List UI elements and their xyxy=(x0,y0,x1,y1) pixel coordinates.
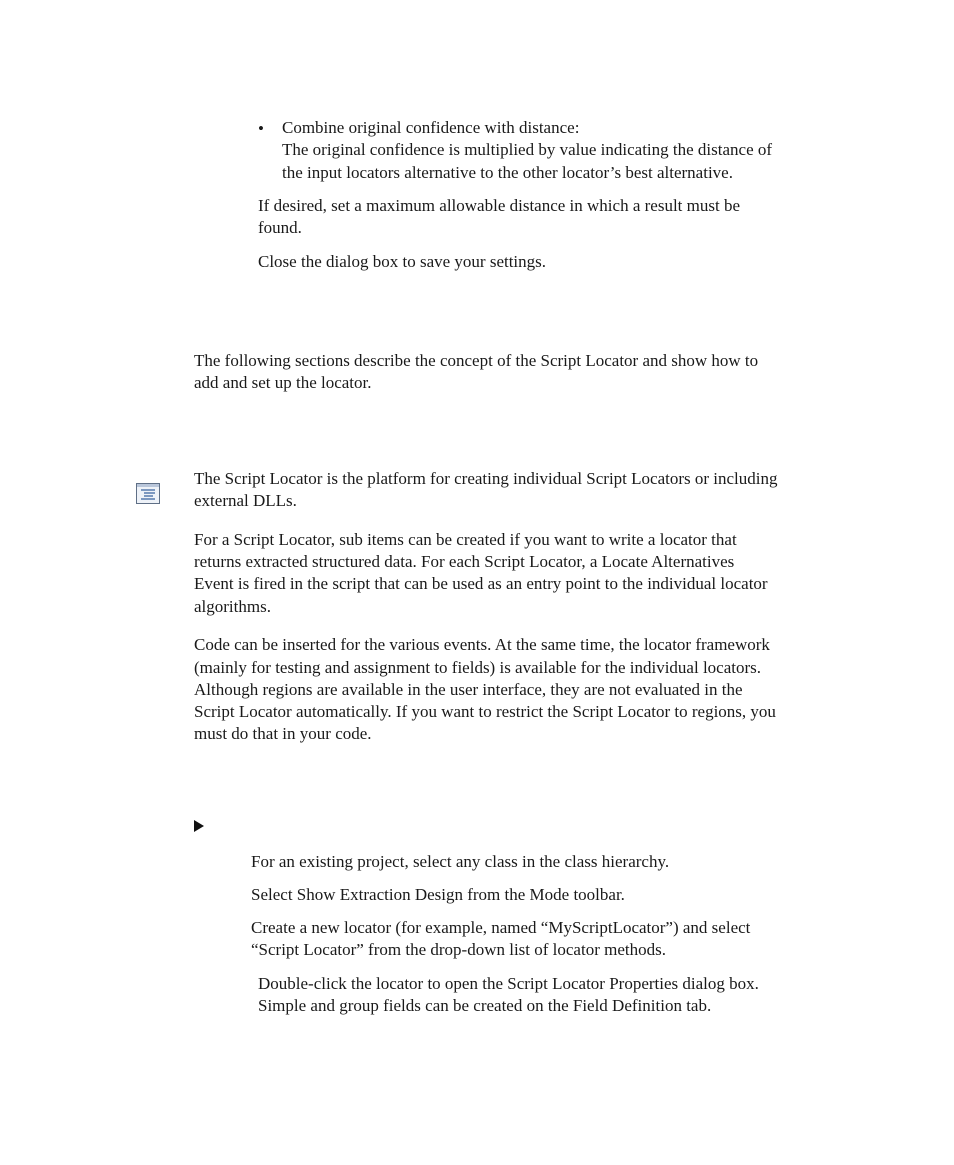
concept-p3-line: Code can be inserted for the various events. At the same time, the locator framework xyxy=(194,635,770,654)
step-close-text: Close the dialog box to save your settings. xyxy=(258,252,547,271)
bullet-text-line: the input locators alternative to the other locator’s best alternative. xyxy=(282,163,733,182)
intro-line: The following sections describe the concept of the Script Locator and show how to xyxy=(194,351,759,370)
procedure-step-2: Select Show Extraction Design from the Mode toolbar. xyxy=(251,885,625,904)
concept-p2-line: algorithms. xyxy=(194,597,271,616)
procedure-step-4-line: Double-click the locator to open the Script Locator Properties dialog box. xyxy=(258,974,759,993)
procedure-step-3-line: Create a new locator (for example, named “MyScriptLocator”) and select xyxy=(251,918,751,937)
step-max-distance-line: found. xyxy=(258,218,302,237)
script-locator-icon xyxy=(136,483,160,504)
bullet-heading: Combine original confidence with distance: xyxy=(282,118,580,137)
concept-p3-line: must do that in your code. xyxy=(194,724,372,743)
step-max-distance-line: If desired, set a maximum allowable distance in which a result must be xyxy=(258,196,741,215)
intro-line: add and set up the locator. xyxy=(194,373,372,392)
procedure-step-4-line: Simple and group fields can be created on the Field Definition tab. xyxy=(258,996,712,1015)
concept-p2-line: For a Script Locator, sub items can be created if you want to write a locator that xyxy=(194,530,737,549)
bullet-text-line: The original confidence is multiplied by value indicating the distance of xyxy=(282,140,773,159)
concept-p3-line: Although regions are available in the user interface, they are not evaluated in the xyxy=(194,680,743,699)
concept-p3-line: (mainly for testing and assignment to fields) is available for the individual locators. xyxy=(194,658,762,677)
concept-p1-line: external DLLs. xyxy=(194,491,297,510)
procedure-step-3-line: “Script Locator” from the drop-down list of locator methods. xyxy=(251,940,666,959)
concept-p2-line: returns extracted structured data. For each Script Locator, a Locate Alternatives xyxy=(194,552,735,571)
procedure-step-1: For an existing project, select any class in the class hierarchy. xyxy=(251,852,670,871)
concept-p1-line: The Script Locator is the platform for creating individual Script Locators or including xyxy=(194,469,778,488)
concept-p3-line: Script Locator automatically. If you want to restrict the Script Locator to regions, you xyxy=(194,702,776,721)
procedure-arrow-icon xyxy=(194,820,204,832)
bullet-dot: • xyxy=(258,119,264,138)
concept-p2-line: Event is fired in the script that can be used as an entry point to the individual locator xyxy=(194,574,768,593)
